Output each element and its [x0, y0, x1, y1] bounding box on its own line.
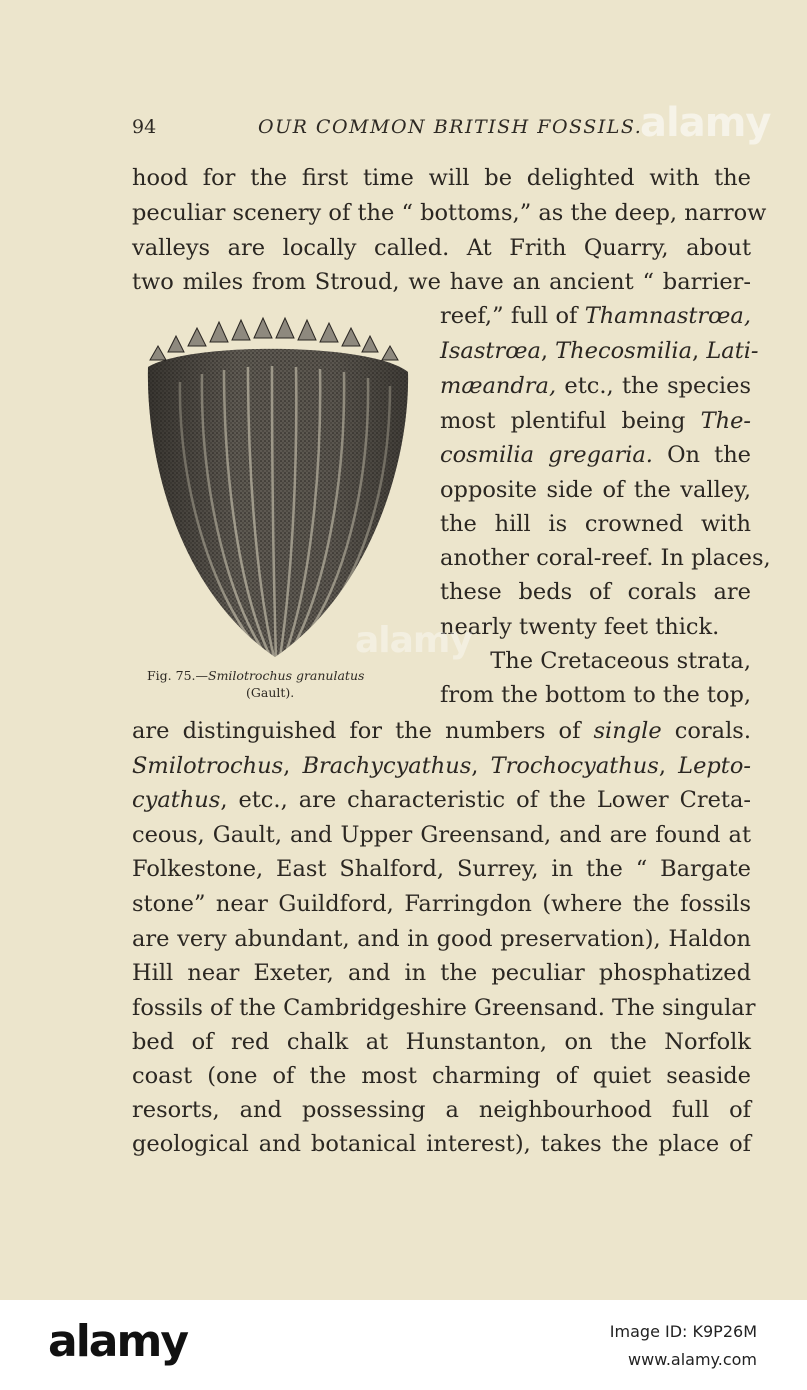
text-line: resorts, and possessing a neighbourhood full of — [132, 1097, 751, 1123]
text-line — [440, 444, 751, 467]
text-span: reef,” full of — [440, 303, 585, 329]
text-span: , — [540, 338, 556, 364]
brand-logo: alamy — [48, 1316, 187, 1367]
text-line: Hill near Exeter, and in the peculiar phosphatized — [132, 960, 751, 986]
watermark: alamy — [640, 100, 771, 146]
text-span: etc., the species — [556, 373, 751, 399]
genus-name: cyathus — [132, 787, 221, 813]
text-line: opposite side of the valley, — [440, 477, 751, 503]
text-line — [132, 755, 751, 778]
genus-name: mæandra, — [440, 373, 557, 399]
text-line — [440, 410, 751, 433]
text-line — [440, 338, 759, 364]
text-span: , — [283, 753, 303, 779]
genus-name: Isastrœa — [440, 338, 541, 364]
genus-name: Thecosmilia — [555, 338, 693, 364]
genus-name: Lati- — [706, 338, 759, 364]
text-line: from the bottom to the top, — [440, 682, 752, 708]
text-line: Folkestone, East Shalford, Surrey, in the “ Bargate — [132, 856, 751, 882]
image-id: Image ID: K9P26M — [609, 1322, 757, 1341]
text-line: nearly twenty feet thick. — [440, 614, 720, 640]
text-line: valleys are locally called. At Frith Quarry, about — [132, 235, 751, 261]
text-line: fossils of the Cambridgeshire Greensand. The singular — [132, 995, 756, 1021]
text-line — [132, 789, 751, 812]
text-line: stone” near Guildford, Farringdon (where the fossils — [132, 891, 751, 917]
figure-caption-sub: (Gault). — [246, 685, 295, 700]
text-line: these beds of corals are — [440, 579, 751, 605]
text-line: two miles from Stroud, we have an ancient “ barrier- — [132, 269, 751, 295]
genus-name: Trochocyathus — [490, 753, 659, 779]
text-line: The Cretaceous strata, — [490, 648, 751, 674]
genus-name: Brachycyathus — [302, 753, 472, 779]
text-span: On the — [652, 442, 751, 468]
genus-name: Thamnastrœa, — [584, 303, 751, 329]
text-line: bed of red chalk at Hunstanton, on the Norfolk — [132, 1029, 751, 1055]
genus-name: Smilotrochus — [132, 753, 284, 779]
stock-footer — [0, 1300, 807, 1390]
text-span: are distinguished for the numbers of — [132, 718, 594, 744]
figure-caption — [147, 668, 364, 683]
text-line: ceous, Gault, and Upper Greensand, and are found at — [132, 822, 751, 848]
text-span: , — [658, 753, 679, 779]
text-span: , — [692, 338, 707, 364]
genus-name: The- — [700, 408, 751, 434]
caption-prefix: Fig. 75.— — [147, 668, 208, 683]
text-span: most plentiful being — [440, 408, 701, 434]
species-name: cosmilia gregaria. — [440, 442, 653, 468]
emphasis: single — [593, 718, 662, 744]
running-title: OUR COMMON BRITISH FOSSILS. — [258, 116, 643, 138]
text-line — [440, 375, 751, 398]
text-line — [132, 720, 751, 743]
site-url: www.alamy.com — [628, 1350, 757, 1369]
text-line: are very abundant, and in good preservation), Haldon — [132, 926, 751, 952]
watermark: alamy — [355, 620, 472, 661]
text-line: hood for the first time will be delighted with the — [132, 165, 751, 191]
text-line: peculiar scenery of the “ bottoms,” as the deep, narrow — [132, 200, 767, 226]
genus-name: Lepto- — [678, 753, 751, 779]
text-line: the hill is crowned with — [440, 511, 751, 537]
text-line — [440, 305, 751, 328]
text-line: coast (one of the most charming of quiet seaside — [132, 1063, 751, 1089]
text-line: another coral-reef. In places, — [440, 545, 771, 571]
text-span: corals. — [661, 718, 751, 744]
text-line: geological and botanical interest), takes the place of — [132, 1131, 751, 1157]
coral-fossil-illustration — [140, 312, 415, 660]
text-span: , etc., are characteristic of the Lower Creta- — [220, 787, 751, 813]
page-number: 94 — [132, 116, 157, 138]
caption-species: Smilotrochus granulatus — [208, 668, 365, 683]
text-span: , — [471, 753, 491, 779]
